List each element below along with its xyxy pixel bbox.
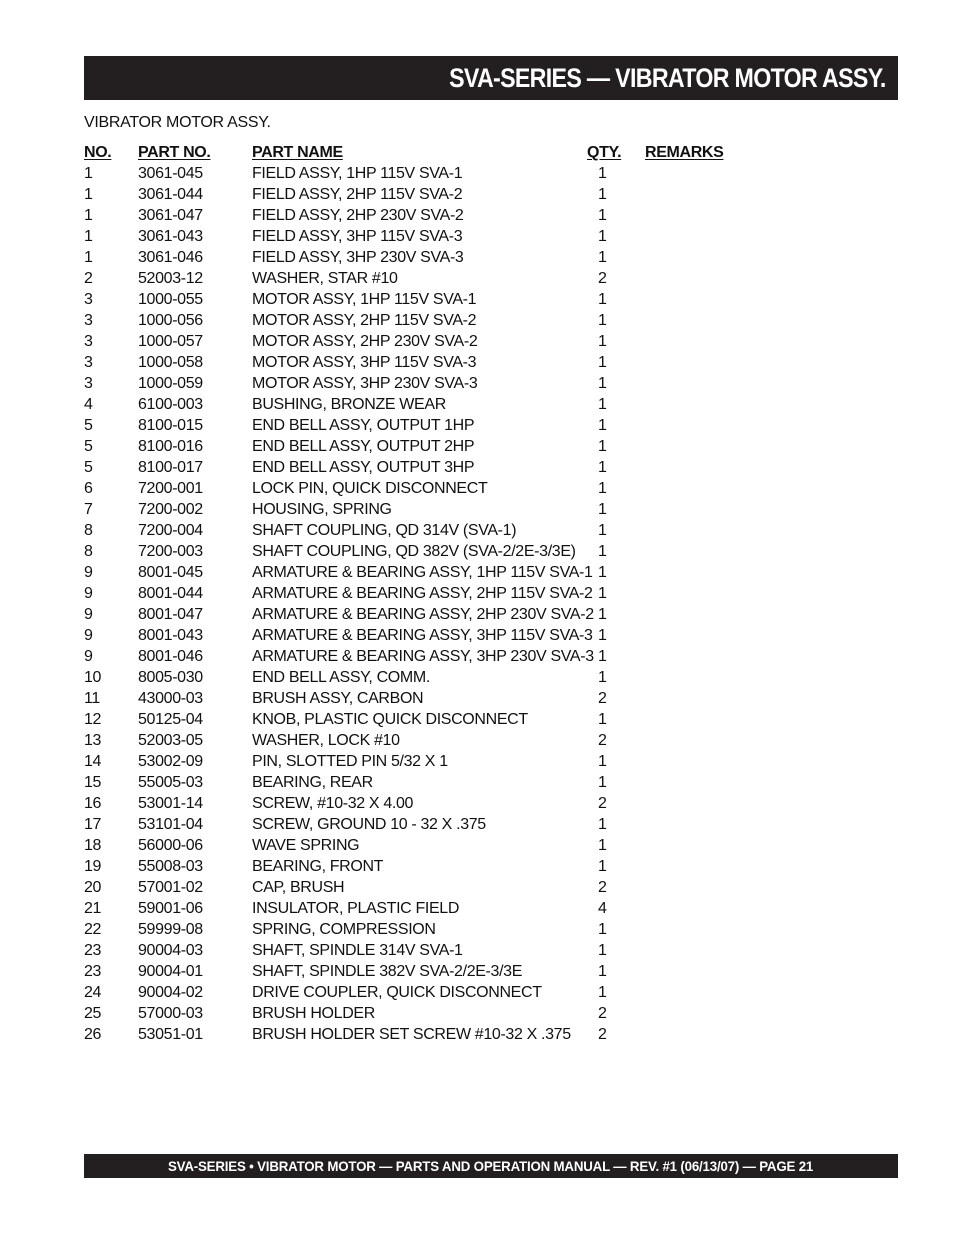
cell-part-name: FIELD ASSY, 3HP 115V SVA-3 — [252, 228, 463, 245]
cell-qty: 1 — [598, 165, 607, 182]
cell-part-name: BEARING, FRONT — [252, 858, 384, 875]
cell-no: 9 — [84, 648, 93, 665]
cell-part-no: 1000-055 — [138, 291, 203, 308]
cell-qty: 2 — [598, 1005, 607, 1022]
cell-part-name: END BELL ASSY, OUTPUT 3HP — [252, 459, 475, 476]
cell-qty: 1 — [598, 291, 607, 308]
column-header-part-name: PART NAME — [252, 144, 343, 161]
cell-part-no: 1000-059 — [138, 375, 203, 392]
cell-part-name: MOTOR ASSY, 1HP 115V SVA-1 — [252, 291, 477, 308]
cell-no: 3 — [84, 333, 93, 350]
cell-qty: 2 — [598, 795, 607, 812]
cell-part-no: 3061-044 — [138, 186, 203, 203]
cell-no: 15 — [84, 774, 102, 791]
cell-no: 1 — [84, 186, 93, 203]
cell-no: 14 — [84, 753, 102, 770]
cell-qty: 2 — [598, 1026, 607, 1043]
cell-part-no: 59001-06 — [138, 900, 203, 917]
cell-part-name: LOCK PIN, QUICK DISCONNECT — [252, 480, 488, 497]
cell-qty: 1 — [598, 186, 607, 203]
cell-qty: 1 — [598, 438, 607, 455]
cell-no: 23 — [84, 942, 102, 959]
cell-qty: 1 — [598, 585, 607, 602]
cell-part-no: 8001-043 — [138, 627, 203, 644]
cell-no: 9 — [84, 627, 93, 644]
cell-no: 3 — [84, 354, 93, 371]
cell-part-no: 57001-02 — [138, 879, 203, 896]
cell-qty: 1 — [598, 459, 607, 476]
cell-part-name: FIELD ASSY, 2HP 115V SVA-2 — [252, 186, 463, 203]
cell-part-no: 50125-04 — [138, 711, 203, 728]
cell-part-no: 53001-14 — [138, 795, 203, 812]
cell-part-name: MOTOR ASSY, 3HP 115V SVA-3 — [252, 354, 477, 371]
section-label: VIBRATOR MOTOR ASSY. — [84, 114, 271, 131]
cell-no: 17 — [84, 816, 102, 833]
footer-text: SVA-SERIES • VIBRATOR MOTOR — PARTS AND OPERATION MANUAL — REV. #1 (06/13/07) — PAGE 21 — [168, 1158, 814, 1174]
cell-qty: 1 — [598, 816, 607, 833]
cell-no: 5 — [84, 459, 93, 476]
cell-part-name: WASHER, LOCK #10 — [252, 732, 400, 749]
cell-part-name: BRUSH HOLDER SET SCREW #10-32 X .375 — [252, 1026, 571, 1043]
column-header-qty: QTY. — [587, 144, 622, 161]
cell-no: 25 — [84, 1005, 102, 1022]
cell-part-no: 90004-02 — [138, 984, 203, 1001]
cell-part-no: 8001-047 — [138, 606, 203, 623]
cell-qty: 1 — [598, 921, 607, 938]
cell-qty: 1 — [598, 249, 607, 266]
cell-part-no: 53051-01 — [138, 1026, 203, 1043]
cell-no: 18 — [84, 837, 102, 854]
cell-part-name: ARMATURE & BEARING ASSY, 2HP 115V SVA-2 — [252, 585, 593, 602]
cell-part-name: END BELL ASSY, OUTPUT 2HP — [252, 438, 475, 455]
cell-part-no: 8001-045 — [138, 564, 203, 581]
cell-no: 3 — [84, 375, 93, 392]
cell-no: 8 — [84, 543, 93, 560]
cell-no: 9 — [84, 585, 93, 602]
cell-no: 5 — [84, 438, 93, 455]
cell-no: 12 — [84, 711, 102, 728]
cell-part-no: 8100-017 — [138, 459, 203, 476]
cell-no: 9 — [84, 606, 93, 623]
cell-qty: 1 — [598, 543, 607, 560]
cell-no: 6 — [84, 480, 93, 497]
cell-no: 22 — [84, 921, 102, 938]
cell-part-name: PIN, SLOTTED PIN 5/32 X 1 — [252, 753, 448, 770]
cell-no: 26 — [84, 1026, 102, 1043]
cell-qty: 4 — [598, 900, 607, 917]
cell-no: 23 — [84, 963, 102, 980]
cell-qty: 1 — [598, 501, 607, 518]
cell-part-no: 3061-047 — [138, 207, 203, 224]
cell-qty: 1 — [598, 207, 607, 224]
cell-qty: 1 — [598, 837, 607, 854]
column-header-remarks: REMARKS — [645, 144, 724, 161]
cell-qty: 1 — [598, 228, 607, 245]
cell-no: 7 — [84, 501, 93, 518]
cell-no: 1 — [84, 249, 93, 266]
cell-qty: 2 — [598, 690, 607, 707]
cell-part-name: DRIVE COUPLER, QUICK DISCONNECT — [252, 984, 542, 1001]
cell-no: 11 — [84, 690, 100, 707]
cell-qty: 1 — [598, 648, 607, 665]
cell-part-no: 52003-05 — [138, 732, 203, 749]
cell-no: 16 — [84, 795, 102, 812]
cell-no: 20 — [84, 879, 102, 896]
cell-part-name: END BELL ASSY, OUTPUT 1HP — [252, 417, 475, 434]
cell-no: 3 — [84, 312, 93, 329]
cell-no: 19 — [84, 858, 102, 875]
cell-part-no: 53101-04 — [138, 816, 203, 833]
cell-qty: 1 — [598, 417, 607, 434]
cell-qty: 2 — [598, 732, 607, 749]
cell-part-name: MOTOR ASSY, 2HP 230V SVA-2 — [252, 333, 478, 350]
cell-part-no: 6100-003 — [138, 396, 203, 413]
cell-qty: 1 — [598, 333, 607, 350]
cell-part-name: CAP, BRUSH — [252, 879, 345, 896]
cell-qty: 1 — [598, 627, 607, 644]
cell-part-name: FIELD ASSY, 1HP 115V SVA-1 — [252, 165, 463, 182]
cell-qty: 1 — [598, 396, 607, 413]
cell-no: 1 — [84, 228, 93, 245]
column-header-no: NO. — [84, 144, 112, 161]
cell-qty: 1 — [598, 858, 607, 875]
cell-qty: 2 — [598, 270, 607, 287]
cell-part-no: 8005-030 — [138, 669, 203, 686]
cell-part-name: KNOB, PLASTIC QUICK DISCONNECT — [252, 711, 528, 728]
cell-part-name: ARMATURE & BEARING ASSY, 1HP 115V SVA-1 — [252, 564, 593, 581]
cell-qty: 1 — [598, 606, 607, 623]
cell-qty: 1 — [598, 375, 607, 392]
cell-part-no: 7200-004 — [138, 522, 203, 539]
cell-qty: 1 — [598, 711, 607, 728]
cell-no: 5 — [84, 417, 93, 434]
cell-part-name: SHAFT, SPINDLE 314V SVA-1 — [252, 942, 463, 959]
column-header-part-no: PART NO. — [138, 144, 211, 161]
cell-part-no: 7200-001 — [138, 480, 203, 497]
cell-part-name: MOTOR ASSY, 3HP 230V SVA-3 — [252, 375, 478, 392]
cell-qty: 1 — [598, 774, 607, 791]
page-title-bar — [84, 56, 898, 100]
cell-part-name: SCREW, #10-32 X 4.00 — [252, 795, 414, 812]
cell-qty: 1 — [598, 564, 607, 581]
cell-part-no: 8001-046 — [138, 648, 203, 665]
cell-qty: 1 — [598, 312, 607, 329]
cell-part-name: END BELL ASSY, COMM. — [252, 669, 430, 686]
cell-no: 21 — [84, 900, 102, 917]
cell-no: 3 — [84, 291, 93, 308]
cell-part-no: 8100-016 — [138, 438, 203, 455]
cell-part-name: FIELD ASSY, 2HP 230V SVA-2 — [252, 207, 464, 224]
cell-no: 24 — [84, 984, 102, 1001]
cell-part-no: 7200-002 — [138, 501, 203, 518]
cell-part-name: SPRING, COMPRESSION — [252, 921, 436, 938]
cell-qty: 1 — [598, 942, 607, 959]
cell-qty: 1 — [598, 480, 607, 497]
cell-qty: 1 — [598, 984, 607, 1001]
cell-part-name: INSULATOR, PLASTIC FIELD — [252, 900, 460, 917]
cell-no: 1 — [84, 165, 93, 182]
cell-part-name: MOTOR ASSY, 2HP 115V SVA-2 — [252, 312, 477, 329]
cell-qty: 1 — [598, 354, 607, 371]
cell-part-no: 3061-046 — [138, 249, 203, 266]
cell-qty: 1 — [598, 669, 607, 686]
cell-part-no: 1000-057 — [138, 333, 203, 350]
cell-part-name: WASHER, STAR #10 — [252, 270, 398, 287]
cell-part-no: 59999-08 — [138, 921, 203, 938]
cell-part-no: 3061-043 — [138, 228, 203, 245]
cell-no: 10 — [84, 669, 102, 686]
cell-part-name: BRUSH HOLDER — [252, 1005, 375, 1022]
footer-bar — [84, 1154, 898, 1178]
cell-part-no: 57000-03 — [138, 1005, 203, 1022]
cell-part-no: 52003-12 — [138, 270, 203, 287]
cell-part-no: 53002-09 — [138, 753, 203, 770]
cell-part-name: BUSHING, BRONZE WEAR — [252, 396, 446, 413]
cell-no: 2 — [84, 270, 93, 287]
cell-part-no: 8100-015 — [138, 417, 203, 434]
cell-part-no: 55005-03 — [138, 774, 203, 791]
cell-part-no: 56000-06 — [138, 837, 203, 854]
cell-no: 1 — [84, 207, 93, 224]
cell-qty: 1 — [598, 522, 607, 539]
cell-part-no: 43000-03 — [138, 690, 203, 707]
cell-no: 13 — [84, 732, 102, 749]
cell-qty: 1 — [598, 963, 607, 980]
cell-part-name: BEARING, REAR — [252, 774, 373, 791]
cell-part-no: 90004-01 — [138, 963, 203, 980]
cell-part-name: SHAFT, SPINDLE 382V SVA-2/2E-3/3E — [252, 963, 523, 980]
cell-no: 4 — [84, 396, 93, 413]
cell-part-name: ARMATURE & BEARING ASSY, 2HP 230V SVA-2 — [252, 606, 594, 623]
cell-no: 8 — [84, 522, 93, 539]
cell-part-no: 7200-003 — [138, 543, 203, 560]
cell-no: 9 — [84, 564, 93, 581]
cell-part-name: ARMATURE & BEARING ASSY, 3HP 115V SVA-3 — [252, 627, 593, 644]
cell-part-no: 1000-056 — [138, 312, 203, 329]
cell-part-no: 90004-03 — [138, 942, 203, 959]
cell-part-no: 3061-045 — [138, 165, 203, 182]
cell-part-no: 55008-03 — [138, 858, 203, 875]
cell-part-name: SHAFT COUPLING, QD 314V (SVA-1) — [252, 522, 517, 539]
cell-part-name: HOUSING, SPRING — [252, 501, 392, 518]
cell-part-no: 1000-058 — [138, 354, 203, 371]
cell-qty: 1 — [598, 753, 607, 770]
cell-part-name: SCREW, GROUND 10 - 32 X .375 — [252, 816, 486, 833]
cell-qty: 2 — [598, 879, 607, 896]
cell-part-name: ARMATURE & BEARING ASSY, 3HP 230V SVA-3 — [252, 648, 594, 665]
cell-part-no: 8001-044 — [138, 585, 203, 602]
cell-part-name: FIELD ASSY, 3HP 230V SVA-3 — [252, 249, 464, 266]
cell-part-name: SHAFT COUPLING, QD 382V (SVA-2/2E-3/3E) — [252, 543, 576, 560]
cell-part-name: BRUSH ASSY, CARBON — [252, 690, 424, 707]
cell-part-name: WAVE SPRING — [252, 837, 360, 854]
page-title: SVA-SERIES — VIBRATOR MOTOR ASSY. — [449, 62, 886, 93]
